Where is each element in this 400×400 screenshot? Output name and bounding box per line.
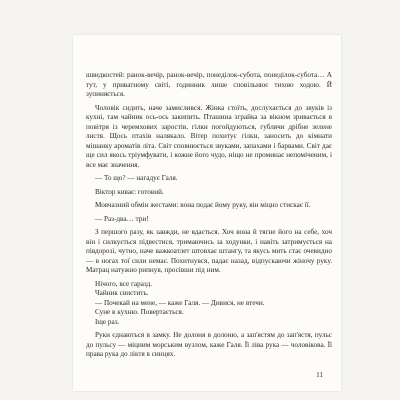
paragraph: — То що? — нагадує Галя. (95, 174, 178, 182)
paragraph: Чоловік сидить, наче замислився. Жінка стоїть, дослухається до звуків із кухні, там чайник ось-ось закипить. Пташина зграйка за вікном зривається в повітря із черемхових заростів, гілки погойдуються, гублячи дрібне зелене листя. Щось птахів налякало. Вітер похитує гілки, заносить до кімнати мішанку ароматів літа. Світ сповнюється звуками, запахами і барвами. Світ дає ще сил якось тріумфувати, і кожне його чудо, ніщо не проминає непоміченим, і все має значення. (86, 103, 332, 169)
paragraph: Суне в кухню. Повертається. (95, 308, 184, 316)
paragraph: Віктор киває: готовий. (95, 187, 164, 196)
paragraph: Чайник свистить. (95, 289, 149, 297)
paragraph: Нічого, все гаразд. (95, 279, 153, 288)
paragraph: З першого разу, як завжди, не вдається. Хоч вона й тягне його на себе, хоч він і силкується підвестися, тримаючись за ходунки, і навіть затримується на півдорозі, чутно, наче важкоатлет штовхає штангу, та якусь мить стає очевидно — в ногах тої сили немає. Похитнувся, падає назад, відпускаючи жіночу руку. Матрац натужно рипнув, просівши під ним. (86, 228, 332, 274)
book-page (73, 35, 341, 391)
page-text (86, 71, 332, 360)
paragraph: — Раз-два… три! (95, 214, 149, 223)
page-number: 11 (316, 371, 323, 379)
paragraph: швидкостей: ранок-вечір, ранок-вечір, понеділок-субота, понеділок-субота… А тут, у приватному світі, годинник лише сповільнює тихою ходою. Й зупиняється. (86, 71, 332, 98)
paragraph: — Почекай на мене, — каже Галя. — Дивися, не втечи. (95, 298, 265, 307)
paragraph: Руки єднаються в замку. Не долоня в долоню, а зап'ястям до зап'ястя, пульс до пульсу — міцним морським вузлом, каже Галя. Її ліва рука — чоловікова. Її права рука до ліктя в синцях. (86, 331, 332, 358)
paragraph: Іще раз. (95, 317, 120, 326)
paragraph: Мовчазний обмін жестами: вона подає йому руку, він міцно стискає її. (95, 201, 311, 209)
